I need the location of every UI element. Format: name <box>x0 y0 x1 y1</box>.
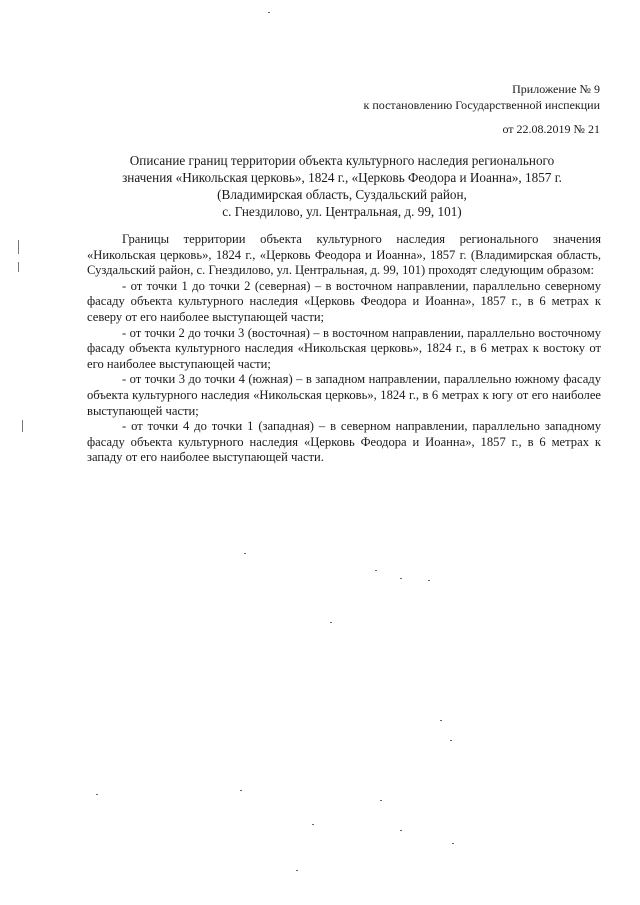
scan-mark <box>18 240 19 254</box>
boundary-segment-west: - от точки 4 до точки 1 (западная) – в северном направлении, параллельно западному фасаду объекта культурного наследия «Церковь Феодора и Иоанна», 1857 г., в 6 метрах к западу от его наиболее выступающей части. <box>87 419 601 465</box>
scan-speck <box>375 570 377 571</box>
title-line-4: с. Гнездилово, ул. Центральная, д. 99, 101) <box>222 204 462 219</box>
scan-mark <box>18 262 19 272</box>
intro-paragraph: Границы территории объекта культурного наследия регионального значения «Никольская церковь», 1824 г., «Церковь Феодора и Иоанна», 1857 г. (Владимирская область, Суздальский район, с. Гнездилово, ул. Центральная, д. 99, 101) проходят следующим образом: <box>87 232 601 278</box>
title-line-1: Описание границ территории объекта культурного наследия регионального <box>129 153 555 168</box>
scan-speck <box>450 740 452 741</box>
scan-speck <box>452 843 454 844</box>
annex-date: от 22.08.2019 № 21 <box>502 122 600 136</box>
scan-speck <box>330 622 332 623</box>
scan-speck <box>380 800 382 801</box>
boundary-segment-south: - от точки 3 до точки 4 (южная) – в западном направлении, параллельно южному фасаду объекта культурного наследия «Никольская церковь», 1824 г., в 6 метрах к югу от его наиболее выступающей части; <box>87 372 601 418</box>
scan-speck <box>312 824 314 825</box>
scan-speck <box>96 794 98 795</box>
scan-speck <box>400 830 402 831</box>
scan-speck <box>268 12 270 13</box>
scan-speck <box>240 790 242 791</box>
annex-title: Приложение № 9 <box>512 82 600 96</box>
title-line-3: (Владимирская область, Суздальский район, <box>217 187 467 202</box>
scan-speck <box>428 580 430 581</box>
scan-speck <box>400 578 402 579</box>
scan-mark <box>22 420 23 432</box>
boundary-segment-east: - от точки 2 до точки 3 (восточная) – в восточном направлении, параллельно восточному фасаду объекта культурного наследия «Никольская церковь», 1824 г., в 6 метрах к востоку от его наиболее выступающей части; <box>87 325 601 371</box>
scan-speck <box>440 720 442 721</box>
boundary-segment-north: - от точки 1 до точки 2 (северная) – в восточном направлении, параллельно северному фасаду объекта культурного наследия «Церковь Феодора и Иоанна», 1857 г., в 6 метрах к северу от его наиболее выступающей части; <box>87 278 601 324</box>
document-title <box>82 152 602 220</box>
annex-reference: к постановлению Государственной инспекции <box>363 98 600 112</box>
scan-speck <box>244 553 246 554</box>
document-body <box>87 232 601 466</box>
scan-speck <box>296 870 298 871</box>
title-line-2: значения «Никольская церковь», 1824 г., «Церковь Феодора и Иоанна», 1857 г. <box>122 170 562 185</box>
